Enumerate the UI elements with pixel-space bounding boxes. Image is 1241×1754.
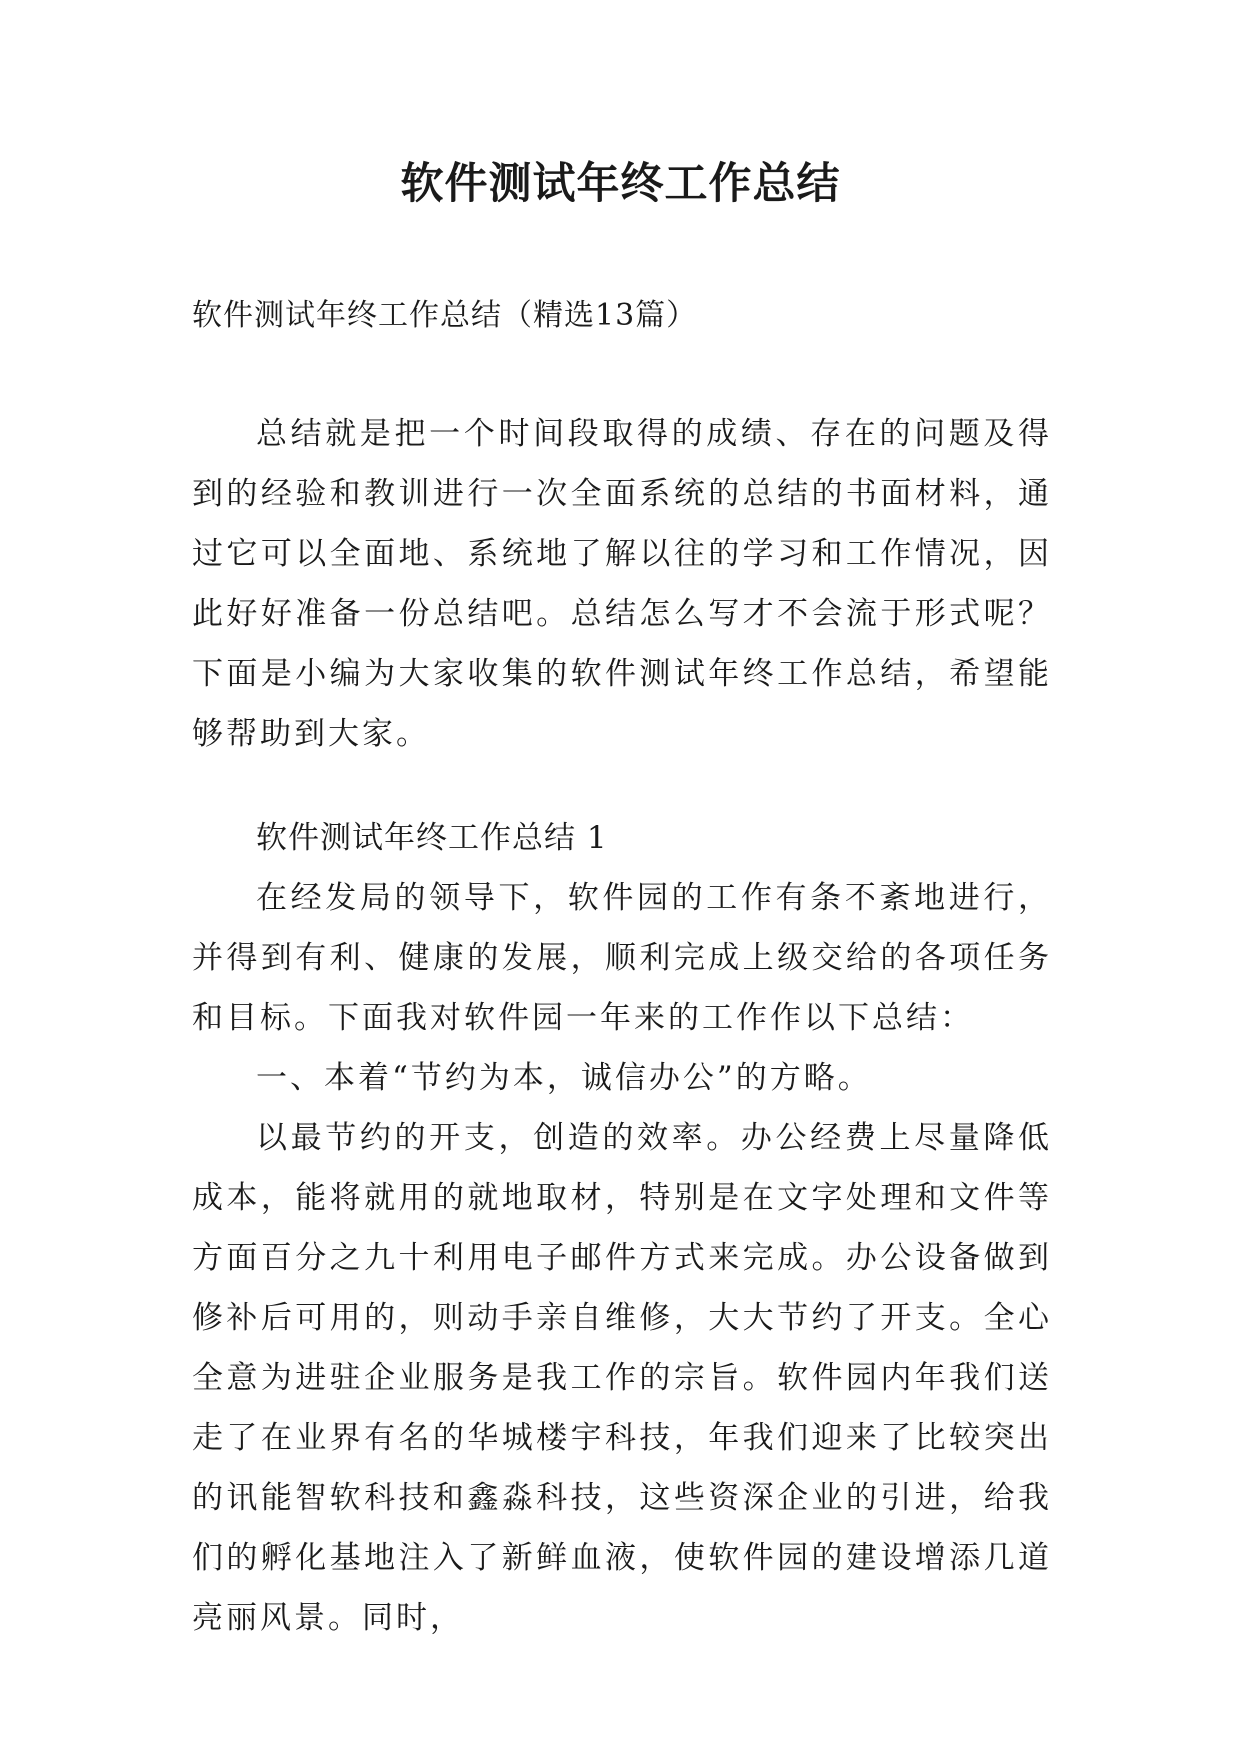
- body-paragraph-3: 以最节约的开支，创造的效率。办公经费上尽量降低成本，能将就用的就地取材，特别是在文字处理和文件等方面百分之九十利用电子邮件方式来完成。办公设备做到修补后可用的，则动手亲自维修，大大节约了开支。全心全意为进驻企业服务是我工作的宗旨。软件园内年我们送走了在业界有名的华城楼宇科技，年我们迎来了比较突出的讯能智软科技和鑫淼科技，这些资深企业的引进，给我们的孵化基地注入了新鲜血液，使软件园的建设增添几道亮丽风景。同时，: [192, 1120, 1052, 1636]
- intro-paragraph: 总结就是把一个时间段取得的成绩、存在的问题及得到的经验和教训进行一次全面系统的总结的书面材料，通过它可以全面地、系统地了解以往的学习和工作情况，因此好好准备一份总结吧。总结怎么写才不会流于形式呢？下面是小编为大家收集的软件测试年终工作总结，希望能够帮助到大家。: [192, 416, 1052, 752]
- document-title: 软件测试年终工作总结: [400, 159, 841, 209]
- section-1: [192, 808, 1052, 1648]
- section-heading: 软件测试年终工作总结 1: [256, 820, 608, 856]
- body-paragraph-1: 在经发局的领导下，软件园的工作有条不紊地进行，并得到有利、健康的发展，顺利完成上级交给的各项任务和目标。下面我对软件园一年来的工作作以下总结：: [192, 880, 1052, 1036]
- intro-section: [192, 404, 1052, 764]
- document-subtitle: 软件测试年终工作总结（精选13篇）: [192, 298, 698, 333]
- body-paragraph-2: 一、本着“节约为本，诚信办公”的方略。: [256, 1060, 872, 1096]
